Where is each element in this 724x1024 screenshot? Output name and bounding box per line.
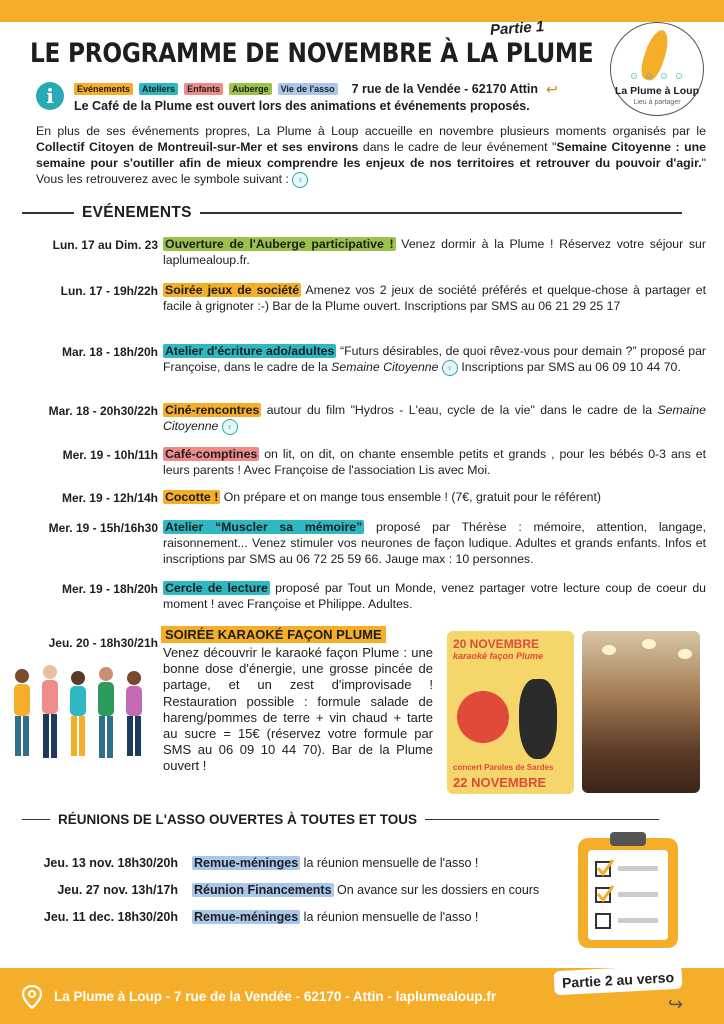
intro-text-2: dans le cadre de leur événement " bbox=[358, 140, 557, 154]
clipboard-checklist-icon bbox=[566, 830, 690, 950]
event-text bbox=[163, 282, 706, 314]
citizen-symbol-icon: ♀ bbox=[292, 172, 308, 188]
meeting-title: Remue-méninges bbox=[194, 910, 299, 924]
poster-subtitle: karaoké façon Plume bbox=[453, 651, 544, 661]
intro-collectif: Collectif Citoyen de Montreuil-sur-Mer et ses environs bbox=[36, 140, 359, 154]
page-title: LE PROGRAMME DE NOVEMBRE À LA PLUME bbox=[30, 38, 594, 69]
event-description: Venez dormir à la Plume ! Réservez votre séjour sur laplumealoup.fr. bbox=[163, 237, 706, 267]
header-address: 7 rue de la Vendée - 62170 Attin bbox=[351, 82, 539, 96]
poster-date: 20 NOVEMBRE bbox=[453, 637, 540, 651]
event-text bbox=[163, 236, 706, 268]
meeting-text bbox=[192, 856, 478, 870]
event-title: Cocotte ! bbox=[165, 490, 219, 504]
meeting-date: Jeu. 11 dec. 18h30/20h bbox=[43, 910, 178, 924]
divider bbox=[425, 819, 659, 821]
event-text bbox=[163, 446, 706, 478]
divider bbox=[22, 212, 74, 214]
event-title: Atelier d'écriture ado/adultes bbox=[165, 344, 335, 358]
event-title: Cercle de lecture bbox=[165, 581, 268, 595]
cafe-note: Le Café de la Plume est ouvert lors des animations et événements proposés. bbox=[74, 99, 530, 113]
lamp-icon bbox=[678, 649, 692, 659]
poster-date-2: 22 NOVEMBRE bbox=[453, 775, 547, 790]
citizen-symbol-icon: ♀ bbox=[442, 360, 458, 376]
intro-paragraph bbox=[36, 123, 706, 188]
event-date: Mar. 18 - 18h/20h bbox=[61, 345, 158, 359]
karaoke-description: Venez découvrir le karaoké façon Plume : une bonne dose d'énergie, une grosse pincée de partage, et un zest d'improvisade ! Restauration possible : formule salade de hareng/pommes de terre + vin chaud + tarte au sucre = 15€ (réservez votre formule par SMS au 06 09 10 44 70). Bar de la Plume ouvert ! bbox=[163, 645, 433, 774]
logo-tagline: Lieu à partager bbox=[633, 99, 681, 106]
footer-address: La Plume à Loup - 7 rue de la Vendée - 62170 - Attin - laplumealoup.fr bbox=[54, 989, 497, 1004]
event-date: Lun. 17 - 19h/22h bbox=[60, 284, 158, 298]
meeting-description: la réunion mensuelle de l'asso ! bbox=[300, 856, 479, 870]
meetings-section-header bbox=[22, 812, 659, 827]
citizen-symbol-icon: ♀ bbox=[222, 419, 238, 435]
event-date: Mer. 19 - 15h/16h30 bbox=[48, 521, 158, 535]
tag-vie-asso: Vie de l'asso bbox=[278, 83, 338, 95]
info-icon: i bbox=[36, 82, 64, 110]
meeting-description: la réunion mensuelle de l'asso ! bbox=[300, 910, 479, 924]
microphone-icon bbox=[457, 691, 509, 743]
event-description: On prépare et on mange tous ensemble ! (7€, gratuit pour le référent) bbox=[220, 490, 602, 504]
event-title: Atelier “Muscler sa mémoire” bbox=[165, 520, 363, 534]
event-description: proposé par Thérèse : mémoire, attention, langage, raisonnement... Venez stimuler vos neurones de façon ludique. Adultes et grands enfants. Infos et inscriptions par SMS au 06 72 25 59 66. Jauge max : 10 personnes. bbox=[163, 520, 707, 566]
event-date: Mer. 19 - 12h/14h bbox=[61, 491, 158, 505]
event-date: Mer. 19 - 18h/20h bbox=[61, 582, 158, 596]
event-description: proposé par Tout un Monde, venez partager votre lecture coup de coeur du moment ! avec Françoise et Philippe. Adultes. bbox=[163, 581, 707, 611]
part-label: Partie 1 bbox=[489, 18, 545, 39]
event-date: Mer. 19 - 10h/11h bbox=[62, 448, 158, 462]
karaoke-photo bbox=[582, 631, 700, 793]
meetings-section-title: RÉUNIONS DE L'ASSO OUVERTES À TOUTES ET TOUS bbox=[58, 812, 418, 827]
event-description-end: Inscriptions par SMS au 06 09 10 44 70. bbox=[457, 360, 681, 374]
location-pin-icon bbox=[22, 985, 42, 1009]
event-title: Soirée jeux de société bbox=[165, 283, 300, 297]
tag-ateliers: Ateliers bbox=[139, 83, 178, 95]
event-text bbox=[163, 580, 706, 612]
intro-text-1: En plus de ses événements propres, La Plume à Loup accueille en novembre plusieurs moments organisés par le bbox=[36, 124, 706, 138]
logo bbox=[610, 22, 704, 116]
event-title: Ouverture de l'Auberge participative ! bbox=[165, 237, 394, 251]
event-italic: Semaine Citoyenne bbox=[163, 403, 706, 433]
divider bbox=[22, 819, 50, 821]
event-description: autour du film "Hydros - L'eau, cycle de la vie" dans le cadre de la bbox=[261, 403, 658, 417]
category-legend bbox=[74, 81, 558, 97]
event-italic: Semaine Citoyenne bbox=[331, 360, 439, 374]
logo-name: La Plume à Loup bbox=[614, 85, 699, 97]
event-date: Jeu. 20 - 18h30/21h bbox=[48, 636, 158, 650]
events-section-title: EVÉNEMENTS bbox=[82, 204, 192, 221]
tag-enfants: Enfants bbox=[184, 83, 223, 95]
meeting-date: Jeu. 27 nov. 13h/17h bbox=[57, 883, 178, 897]
meeting-title: Remue-méninges bbox=[194, 856, 299, 870]
event-description: Amenez vos 2 jeux de société préférés et quelque-chose à partager et facile à grignoter :-) Bar de la Plume ouvert. Inscriptions par SMS au 06 21 29 25 17 bbox=[163, 283, 706, 313]
dancers-illustration bbox=[4, 658, 156, 762]
meeting-title: Réunion Financements bbox=[194, 883, 332, 897]
top-color-bar bbox=[0, 0, 724, 22]
event-text bbox=[163, 343, 706, 376]
arrow-icon: ↪ bbox=[668, 994, 684, 1014]
guitar-icon bbox=[519, 679, 557, 759]
karaoke-poster-image bbox=[447, 631, 574, 794]
intro-semaine-citoyenne: Semaine Citoyenne : une semaine pour s'outiller afin de mieux comprendre les enjeux de nos territoires et retrouver du pouvoir d'agir. bbox=[36, 140, 706, 170]
divider bbox=[200, 212, 682, 214]
meeting-date: Jeu. 13 nov. 18h30/20h bbox=[43, 856, 178, 870]
event-text bbox=[163, 519, 706, 567]
part2-label: Partie 2 au verso bbox=[553, 965, 682, 996]
event-title: Café-comptines bbox=[165, 447, 258, 461]
meeting-text bbox=[192, 883, 539, 897]
curved-arrow-icon: ↩ bbox=[546, 80, 558, 97]
meeting-description: On avance sur les dossiers en cours bbox=[333, 883, 540, 897]
event-text bbox=[163, 402, 706, 435]
event-title: Ciné-rencontres bbox=[165, 403, 260, 417]
tag-evenements: Evénements bbox=[74, 83, 133, 95]
karaoke-title: SOIRÉE KARAOKÉ FAÇON PLUME bbox=[161, 626, 386, 643]
meeting-text bbox=[192, 910, 478, 924]
people-illustration: ☺ ☺ ☺ ☺ bbox=[628, 71, 686, 82]
event-date: Lun. 17 au Dim. 23 bbox=[52, 238, 158, 252]
event-date: Mar. 18 - 20h30/22h bbox=[48, 404, 158, 418]
tag-auberge: Auberge bbox=[229, 83, 272, 95]
event-description: on lit, on dit, on chante ensemble petits et grands , pour les bébés 0-3 ans et leurs parents ! Avec Françoise de l'association Lis avec Moi. bbox=[163, 447, 706, 477]
lamp-icon bbox=[602, 645, 616, 655]
lamp-icon bbox=[642, 639, 656, 649]
poster-concert: concert Paroles de Sardes bbox=[453, 763, 554, 772]
event-description: “Futurs désirables, de quoi rêvez-vous pour demain ?” proposé par Françoise, dans le cadre de la bbox=[163, 344, 707, 374]
event-text bbox=[163, 489, 706, 505]
events-section-header bbox=[22, 204, 682, 222]
intro-text-3: " Vous les retrouverez avec le symbole suivant : bbox=[36, 156, 706, 186]
